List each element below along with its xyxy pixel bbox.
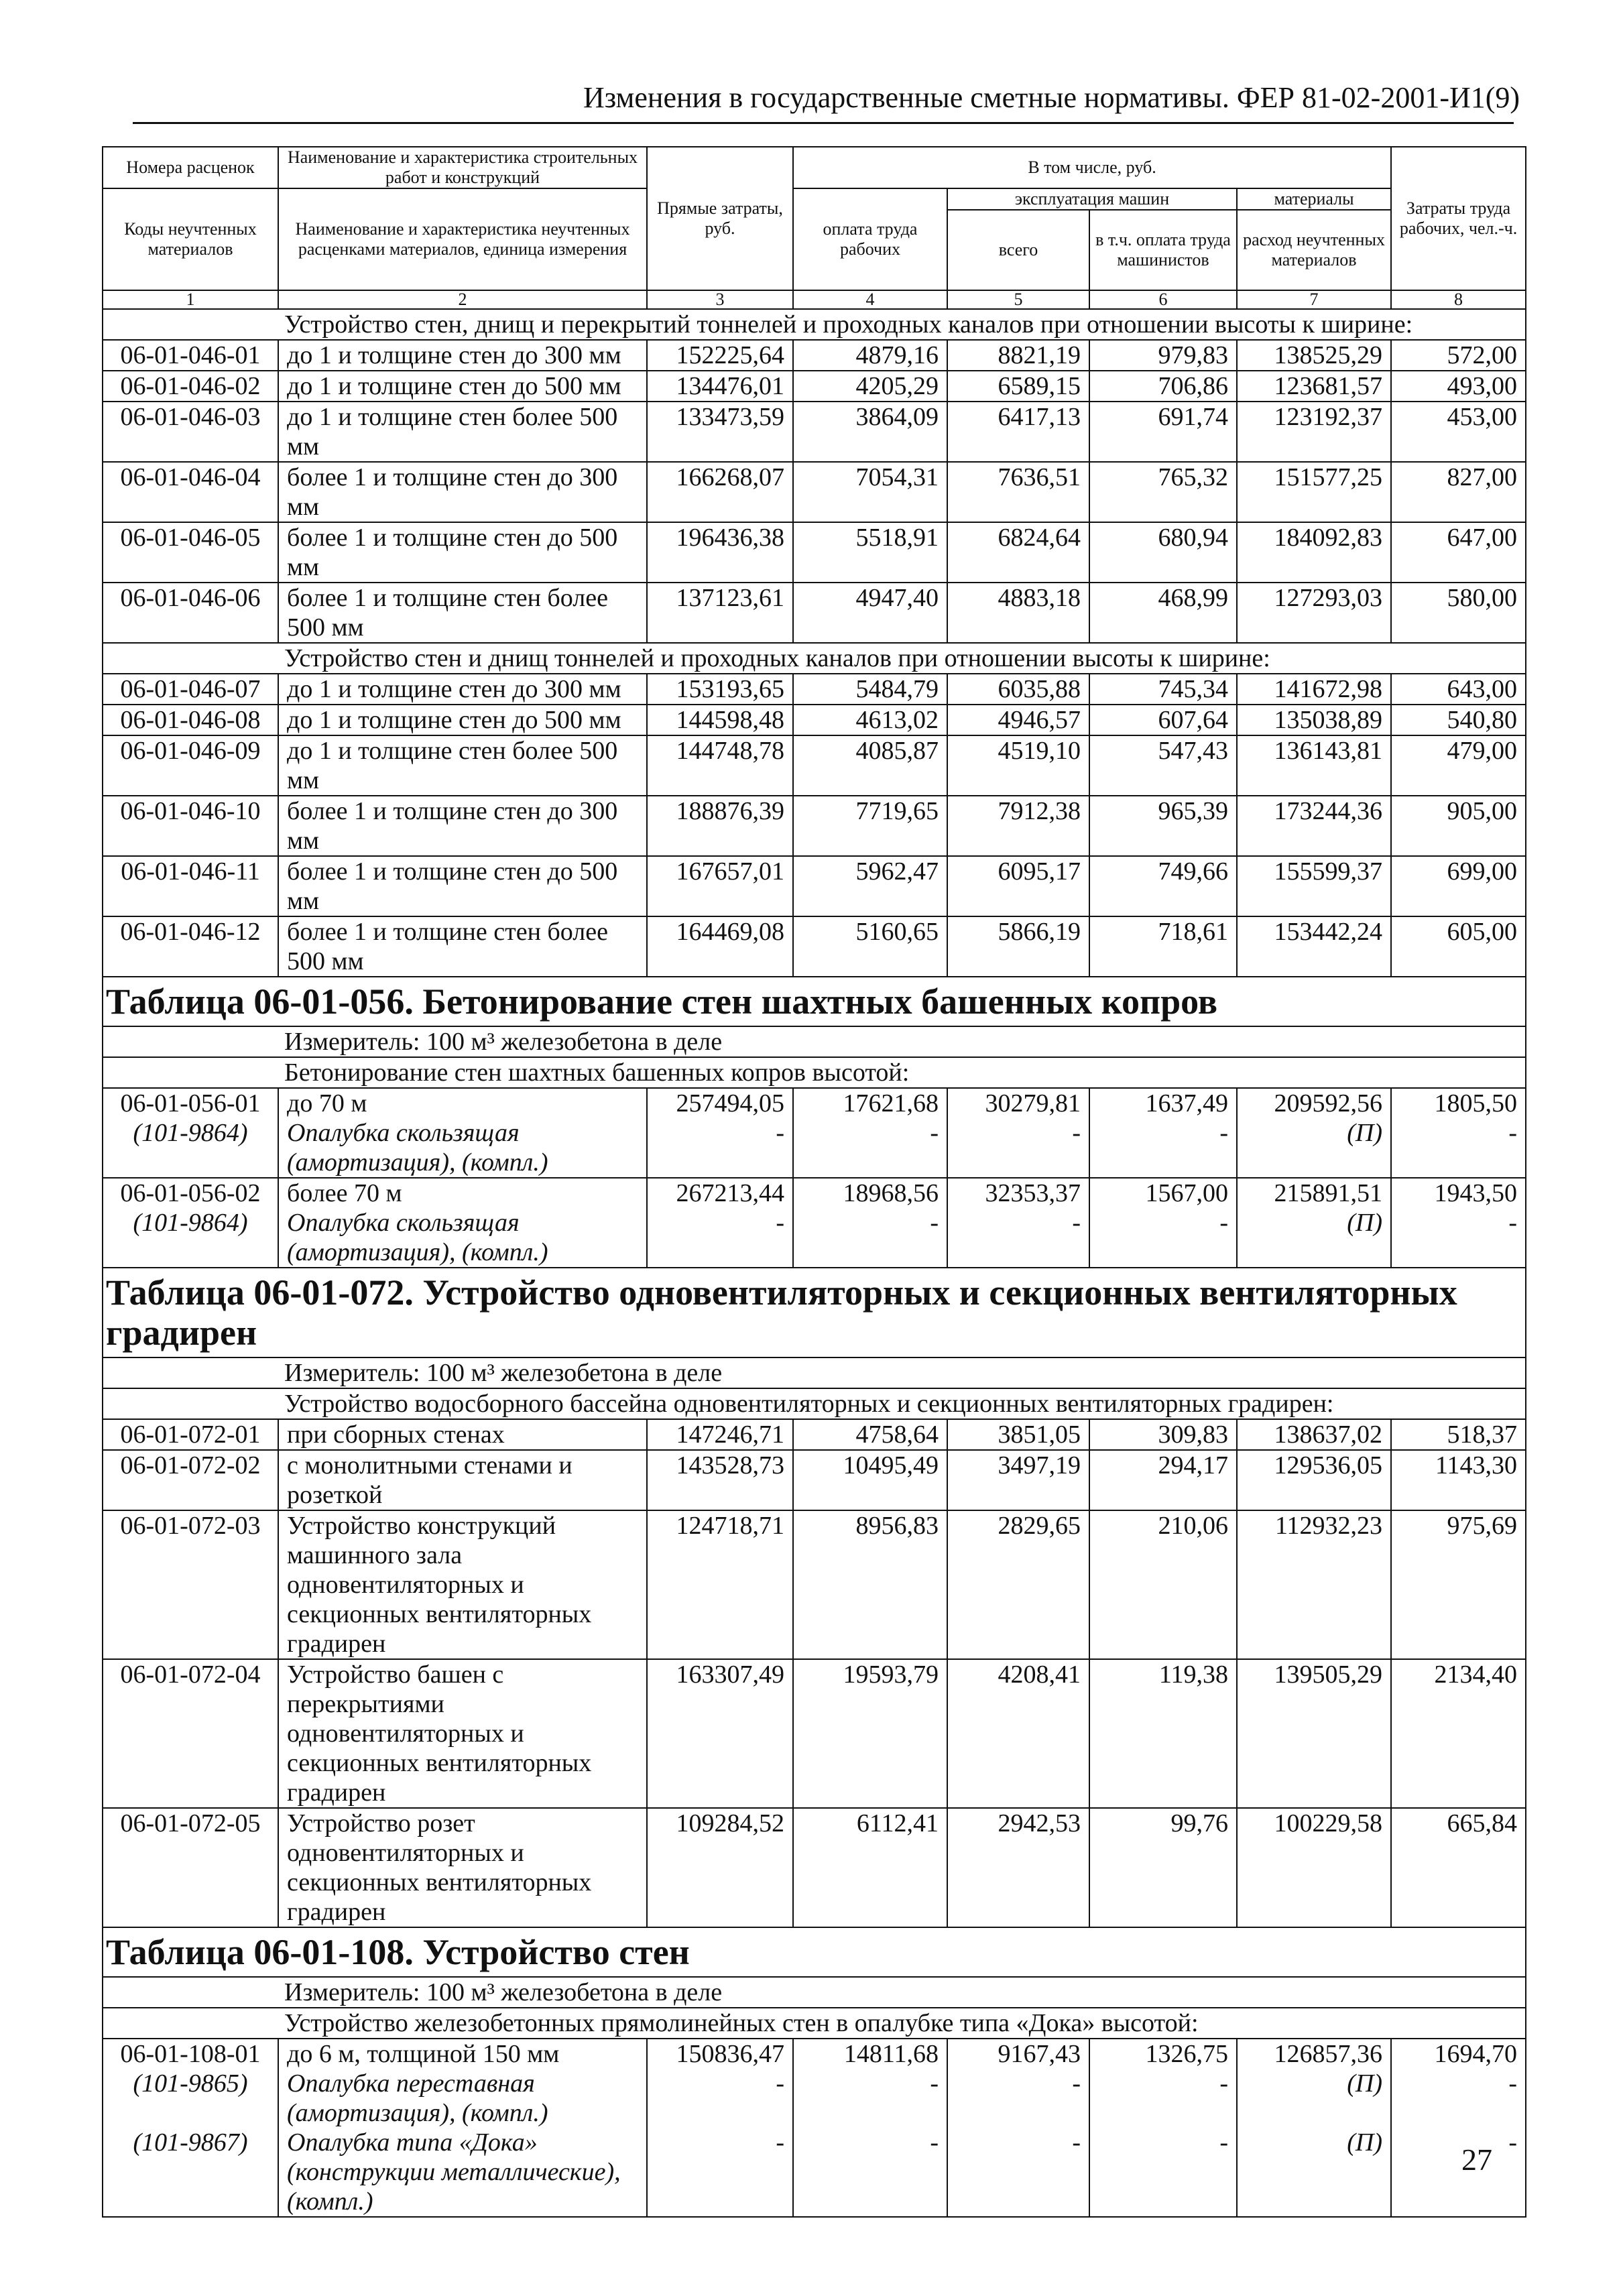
- materials-cost: 173244,36: [1237, 796, 1391, 856]
- work-name: более 1 и толщине стен до 300 мм: [278, 462, 647, 522]
- direct-costs: 167657,01: [647, 856, 793, 916]
- labor-wages: 3864,09: [793, 402, 947, 462]
- operator-wages: 749,66: [1089, 856, 1237, 916]
- work-name: до 70 м Опалубка скользящая (амортизация), (компл.): [278, 1088, 647, 1178]
- material-code: (101-9864): [133, 1119, 248, 1147]
- rate-code: 06-01-072-03: [103, 1510, 278, 1659]
- labor-wages: 5962,47: [793, 856, 947, 916]
- section-heading: Устройство стен, днищ и перекрытий тоннелей и проходных каналов при отношении высоты к ширине:: [103, 309, 1526, 340]
- measure-unit: Измеритель: 100 м³ железобетона в деле: [103, 1357, 1526, 1388]
- material-name: Опалубка переставная (амортизация), (компл.): [287, 2069, 548, 2127]
- direct-costs: 109284,52: [647, 1808, 793, 1927]
- col3-header: Прямые затраты, руб.: [647, 147, 793, 290]
- col1-header-top: Номера расценок: [103, 147, 278, 188]
- labor-hours: 1805,50 -: [1391, 1088, 1526, 1178]
- labor-hours: 1143,30: [1391, 1450, 1526, 1510]
- rates-table: [102, 146, 1526, 2218]
- col-number: 1: [103, 290, 278, 309]
- machines-total: 3851,05: [947, 1419, 1089, 1450]
- rate-code: 06-01-046-02: [103, 371, 278, 402]
- table-title: Таблица 06-01-072. Устройство одновентиляторных и секционных вентиляторных градирен: [103, 1268, 1526, 1357]
- materials-cost: 141672,98: [1237, 674, 1391, 705]
- col-number: 3: [647, 290, 793, 309]
- work-name: более 1 и толщине стен более 500 мм: [278, 583, 647, 643]
- rate-code: 06-01-046-12: [103, 916, 278, 977]
- rate-code: 06-01-046-09: [103, 735, 278, 796]
- materials-cost: 138637,02: [1237, 1419, 1391, 1450]
- col1-header-bottom: Коды неучтенных материалов: [103, 188, 278, 290]
- labor-hours: 2134,40: [1391, 1659, 1526, 1808]
- direct-costs: 124718,71: [647, 1510, 793, 1659]
- labor-wages: 19593,79: [793, 1659, 947, 1808]
- material-name: Опалубка скользящая (амортизация), (компл.): [287, 1209, 548, 1266]
- machines-total: 6417,13: [947, 402, 1089, 462]
- col6-header: в т.ч. оплата труда машинистов: [1089, 210, 1237, 290]
- direct-costs: 134476,01: [647, 371, 793, 402]
- col-number: 7: [1237, 290, 1391, 309]
- materials-cost: 123192,37: [1237, 402, 1391, 462]
- rate-code: 06-01-046-04: [103, 462, 278, 522]
- rate-code: 06-01-046-11: [103, 856, 278, 916]
- machines-total: 6824,64: [947, 522, 1089, 583]
- machines-total: 2942,53: [947, 1808, 1089, 1927]
- work-name: более 1 и толщине стен до 300 мм: [278, 796, 647, 856]
- table-row: [103, 462, 1526, 522]
- direct-costs: 196436,38: [647, 522, 793, 583]
- section-heading: Устройство водосборного бассейна одновентиляторных и секционных вентиляторных градирен:: [103, 1388, 1526, 1419]
- direct-costs: 152225,64: [647, 340, 793, 371]
- materials-cost: 138525,29: [1237, 340, 1391, 371]
- machines-total: 6095,17: [947, 856, 1089, 916]
- col2-header-top: Наименование и характеристика строительных работ и конструкций: [278, 147, 647, 188]
- direct-costs: 163307,49: [647, 1659, 793, 1808]
- table-row: [103, 856, 1526, 916]
- operator-wages: 468,99: [1089, 583, 1237, 643]
- direct-costs: 133473,59: [647, 402, 793, 462]
- section-heading: Бетонирование стен шахтных башенных копров высотой:: [103, 1057, 1526, 1088]
- labor-wages: 18968,56 -: [793, 1178, 947, 1268]
- materials-cost: 126857,36 (П) (П): [1237, 2039, 1391, 2217]
- machines-total: 4208,41: [947, 1659, 1089, 1808]
- operator-wages: 765,32: [1089, 462, 1237, 522]
- labor-wages: 6112,41: [793, 1808, 947, 1927]
- direct-costs: 267213,44 -: [647, 1178, 793, 1268]
- materials-cost: 136143,81: [1237, 735, 1391, 796]
- rate-code: 06-01-108-01 (101-9865) (101-9867): [103, 2039, 278, 2217]
- machines-total: 7636,51: [947, 462, 1089, 522]
- labor-wages: 14811,68 - -: [793, 2039, 947, 2217]
- material-name: Опалубка скользящая (амортизация), (компл.): [287, 1119, 548, 1176]
- labor-hours: 665,84: [1391, 1808, 1526, 1927]
- table-row: [103, 340, 1526, 371]
- table-row: [103, 1659, 1526, 1808]
- labor-wages: 4947,40: [793, 583, 947, 643]
- labor-hours: 493,00: [1391, 371, 1526, 402]
- machines-total: 6035,88: [947, 674, 1089, 705]
- machines-total: 4946,57: [947, 705, 1089, 735]
- labor-hours: 540,80: [1391, 705, 1526, 735]
- col8-header: Затраты труда рабочих, чел.-ч.: [1391, 147, 1526, 290]
- machines-total: 3497,19: [947, 1450, 1089, 1510]
- labor-hours: 905,00: [1391, 796, 1526, 856]
- table-row: [103, 705, 1526, 735]
- operator-wages: 979,83: [1089, 340, 1237, 371]
- machines-total: 7912,38: [947, 796, 1089, 856]
- work-name: Устройство розет одновентиляторных и секционных вентиляторных градирен: [278, 1808, 647, 1927]
- direct-costs: 144598,48: [647, 705, 793, 735]
- work-name: при сборных стенах: [278, 1419, 647, 1450]
- section-heading: Устройство стен и днищ тоннелей и проходных каналов при отношении высоты к ширине:: [103, 643, 1526, 674]
- labor-hours: 647,00: [1391, 522, 1526, 583]
- materials-cost: 155599,37: [1237, 856, 1391, 916]
- materials-cost: 153442,24: [1237, 916, 1391, 977]
- work-name: до 1 и толщине стен до 300 мм: [278, 674, 647, 705]
- page-number: 27: [1461, 2142, 1492, 2177]
- operator-wages: 99,76: [1089, 1808, 1237, 1927]
- rate-code: 06-01-046-03: [103, 402, 278, 462]
- table-row: [103, 674, 1526, 705]
- rate-code: 06-01-046-01: [103, 340, 278, 371]
- direct-costs: 144748,78: [647, 735, 793, 796]
- table-row: [103, 796, 1526, 856]
- col7-header: расход неучтенных материалов: [1237, 210, 1391, 290]
- labor-hours: 643,00: [1391, 674, 1526, 705]
- labor-wages: 4613,02: [793, 705, 947, 735]
- material-name: Опалубка типа «Дока» (конструкции металлические), (компл.): [287, 2128, 621, 2216]
- labor-hours: 605,00: [1391, 916, 1526, 977]
- table-title: Таблица 06-01-056. Бетонирование стен шахтных башенных копров: [103, 977, 1526, 1026]
- labor-wages: 7054,31: [793, 462, 947, 522]
- rate-code: 06-01-072-01: [103, 1419, 278, 1450]
- work-name: до 1 и толщине стен более 500 мм: [278, 402, 647, 462]
- machines-total: 9167,43 - -: [947, 2039, 1089, 2217]
- work-name: до 1 и толщине стен более 500 мм: [278, 735, 647, 796]
- in-total-header: В том числе, руб.: [793, 147, 1391, 188]
- direct-costs: 153193,65: [647, 674, 793, 705]
- rate-code: 06-01-046-06: [103, 583, 278, 643]
- materials-cost: 100229,58: [1237, 1808, 1391, 1927]
- labor-hours: 479,00: [1391, 735, 1526, 796]
- material-code: (101-9864): [133, 1209, 248, 1237]
- materials-cost: 151577,25: [1237, 462, 1391, 522]
- machines-total: 2829,65: [947, 1510, 1089, 1659]
- table-row: [103, 2039, 1526, 2217]
- table-row: [103, 735, 1526, 796]
- materials-cost: 215891,51 (П): [1237, 1178, 1391, 1268]
- rate-code: 06-01-056-02 (101-9864): [103, 1178, 278, 1268]
- operator-wages: 607,64: [1089, 705, 1237, 735]
- col-number: 5: [947, 290, 1089, 309]
- machines-total: 30279,81 -: [947, 1088, 1089, 1178]
- operator-wages: 745,34: [1089, 674, 1237, 705]
- work-name: до 1 и толщине стен до 300 мм: [278, 340, 647, 371]
- labor-hours: 572,00: [1391, 340, 1526, 371]
- operator-wages: 1637,49 -: [1089, 1088, 1237, 1178]
- table-row: [103, 522, 1526, 583]
- materials-cost: 112932,23: [1237, 1510, 1391, 1659]
- labor-wages: 4879,16: [793, 340, 947, 371]
- table-row: [103, 583, 1526, 643]
- machines-total: 4883,18: [947, 583, 1089, 643]
- labor-wages: 8956,83: [793, 1510, 947, 1659]
- machines-total: 5866,19: [947, 916, 1089, 977]
- col-number: 4: [793, 290, 947, 309]
- machines-total: 8821,19: [947, 340, 1089, 371]
- work-name: Устройство башен с перекрытиями одновентиляторных и секционных вентиляторных градирен: [278, 1659, 647, 1808]
- table-row: [103, 1088, 1526, 1178]
- operator-wages: 210,06: [1089, 1510, 1237, 1659]
- direct-costs: 147246,71: [647, 1419, 793, 1450]
- labor-wages: 5484,79: [793, 674, 947, 705]
- page-header: Изменения в государственные сметные нормативы. ФЕР 81-02-2001-И1(9): [583, 81, 1520, 114]
- labor-wages: 5160,65: [793, 916, 947, 977]
- work-name: более 1 и толщине стен до 500 мм: [278, 856, 647, 916]
- labor-wages: 5518,91: [793, 522, 947, 583]
- operator-wages: 119,38: [1089, 1659, 1237, 1808]
- labor-hours: 1943,50 -: [1391, 1178, 1526, 1268]
- work-name: более 1 и толщине стен до 500 мм: [278, 522, 647, 583]
- rate-code: 06-01-072-04: [103, 1659, 278, 1808]
- rate-code: 06-01-046-05: [103, 522, 278, 583]
- operator-wages: 547,43: [1089, 735, 1237, 796]
- work-name: Устройство конструкций машинного зала одновентиляторных и секционных вентиляторных градирен: [278, 1510, 647, 1659]
- operator-wages: 294,17: [1089, 1450, 1237, 1510]
- labor-wages: 17621,68 -: [793, 1088, 947, 1178]
- material-code: (101-9865): [133, 2069, 248, 2098]
- materials-cost: 135038,89: [1237, 705, 1391, 735]
- operator-wages: 1567,00 -: [1089, 1178, 1237, 1268]
- section-heading: Устройство железобетонных прямолинейных стен в опалубке типа «Дока» высотой:: [103, 2008, 1526, 2039]
- direct-costs: 137123,61: [647, 583, 793, 643]
- operator-wages: 1326,75 - -: [1089, 2039, 1237, 2217]
- direct-costs: 257494,05 -: [647, 1088, 793, 1178]
- machines-total: 4519,10: [947, 735, 1089, 796]
- col-number: 8: [1391, 290, 1526, 309]
- col-number: 6: [1089, 290, 1237, 309]
- labor-wages: 7719,65: [793, 796, 947, 856]
- work-name: до 1 и толщине стен до 500 мм: [278, 705, 647, 735]
- material-code: (101-9867): [133, 2128, 248, 2157]
- operator-wages: 718,61: [1089, 916, 1237, 977]
- table-row: [103, 371, 1526, 402]
- header-rule: [133, 122, 1514, 124]
- materials-cost: 184092,83: [1237, 522, 1391, 583]
- operator-wages: 309,83: [1089, 1419, 1237, 1450]
- labor-hours: 699,00: [1391, 856, 1526, 916]
- work-name: более 70 м Опалубка скользящая (амортизация), (компл.): [278, 1178, 647, 1268]
- labor-hours: 1694,70 - -: [1391, 2039, 1526, 2217]
- operator-wages: 706,86: [1089, 371, 1237, 402]
- materials-cost: 139505,29: [1237, 1659, 1391, 1808]
- labor-wages: 10495,49: [793, 1450, 947, 1510]
- table-row: [103, 402, 1526, 462]
- table-row: [103, 1510, 1526, 1659]
- labor-hours: 827,00: [1391, 462, 1526, 522]
- operator-wages: 691,74: [1089, 402, 1237, 462]
- labor-hours: 975,69: [1391, 1510, 1526, 1659]
- machines-total: 32353,37 -: [947, 1178, 1089, 1268]
- col4-header: оплата труда рабочих: [793, 188, 947, 290]
- operator-wages: 965,39: [1089, 796, 1237, 856]
- rate-code: 06-01-056-01 (101-9864): [103, 1088, 278, 1178]
- table-row: [103, 1450, 1526, 1510]
- materials-cost: 129536,05: [1237, 1450, 1391, 1510]
- table-row: [103, 1419, 1526, 1450]
- col2-header-bottom: Наименование и характеристика неучтенных расценками материалов, единица измерения: [278, 188, 647, 290]
- rate-code: 06-01-072-02: [103, 1450, 278, 1510]
- work-name: до 6 м, толщиной 150 мм Опалубка переставная (амортизация), (компл.) Опалубка типа «Дока» (конструкции металлические), (компл.): [278, 2039, 647, 2217]
- measure-unit: Измеритель: 100 м³ железобетона в деле: [103, 1026, 1526, 1057]
- labor-wages: 4085,87: [793, 735, 947, 796]
- labor-wages: 4205,29: [793, 371, 947, 402]
- direct-costs: 143528,73: [647, 1450, 793, 1510]
- rate-code: 06-01-072-05: [103, 1808, 278, 1927]
- materials-header: материалы: [1237, 188, 1391, 210]
- labor-wages: 4758,64: [793, 1419, 947, 1450]
- rate-code: 06-01-046-10: [103, 796, 278, 856]
- table-title: Таблица 06-01-108. Устройство стен: [103, 1927, 1526, 1977]
- work-name: более 1 и толщине стен более 500 мм: [278, 916, 647, 977]
- machines-header: эксплуатация машин: [947, 188, 1237, 210]
- direct-costs: 150836,47 - -: [647, 2039, 793, 2217]
- materials-cost: 127293,03: [1237, 583, 1391, 643]
- table-row: [103, 916, 1526, 977]
- direct-costs: 164469,08: [647, 916, 793, 977]
- col5-header: всего: [947, 210, 1089, 290]
- rate-code: 06-01-046-08: [103, 705, 278, 735]
- operator-wages: 680,94: [1089, 522, 1237, 583]
- machines-total: 6589,15: [947, 371, 1089, 402]
- direct-costs: 166268,07: [647, 462, 793, 522]
- table-row: [103, 1178, 1526, 1268]
- rate-code: 06-01-046-07: [103, 674, 278, 705]
- work-name: до 1 и толщине стен до 500 мм: [278, 371, 647, 402]
- labor-hours: 580,00: [1391, 583, 1526, 643]
- col-number: 2: [278, 290, 647, 309]
- direct-costs: 188876,39: [647, 796, 793, 856]
- measure-unit: Измеритель: 100 м³ железобетона в деле: [103, 1977, 1526, 2008]
- labor-hours: 518,37: [1391, 1419, 1526, 1450]
- materials-cost: 209592,56 (П): [1237, 1088, 1391, 1178]
- work-name: с монолитными стенами и розеткой: [278, 1450, 647, 1510]
- materials-cost: 123681,57: [1237, 371, 1391, 402]
- table-row: [103, 1808, 1526, 1927]
- labor-hours: 453,00: [1391, 402, 1526, 462]
